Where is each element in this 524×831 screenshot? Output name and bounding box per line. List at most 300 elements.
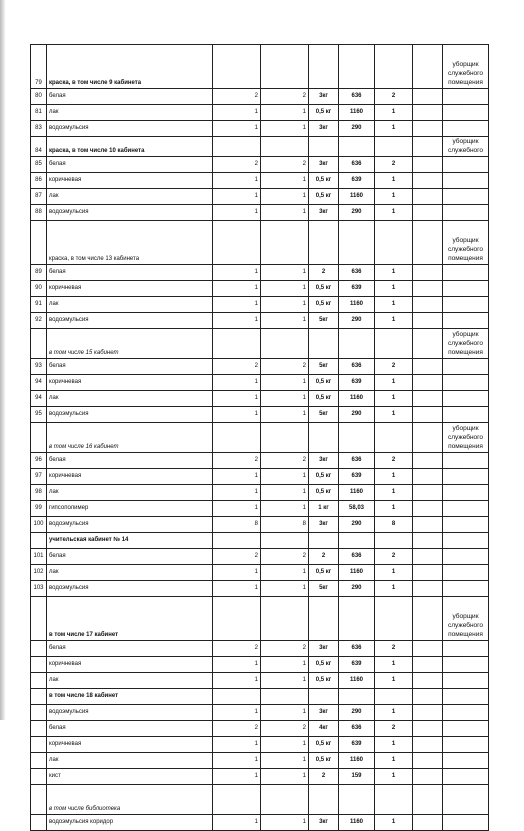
price-cell: [339, 137, 375, 157]
empty-cell: [413, 517, 443, 533]
price-cell: [339, 423, 375, 453]
item-name: водоэмульсия: [47, 705, 213, 721]
note-cell: [443, 173, 489, 189]
count-cell: 1: [375, 297, 413, 313]
empty-cell: [413, 423, 443, 453]
row-number: [31, 785, 47, 815]
quantity-cell: 1: [213, 105, 261, 121]
price-cell: 636: [339, 641, 375, 657]
table-row: [31, 581, 489, 597]
empty-cell: [413, 753, 443, 769]
note-cell: [443, 533, 489, 549]
table-row: [31, 533, 489, 549]
row-number: [31, 705, 47, 721]
package-cell: [309, 785, 339, 815]
quantity-cell: 1: [213, 581, 261, 597]
table-row: [31, 565, 489, 581]
item-name: лак: [47, 297, 213, 313]
package-cell: [309, 689, 339, 705]
table-row: [31, 205, 489, 221]
count-cell: 1: [375, 769, 413, 785]
item-name: кист: [47, 769, 213, 785]
quantity-cell: [213, 423, 261, 453]
note-cell: [443, 549, 489, 565]
note-cell: [443, 501, 489, 517]
table-row: [31, 359, 489, 375]
quantity-cell: 8: [213, 517, 261, 533]
package-cell: [309, 137, 339, 157]
quantity-cell: 1: [261, 815, 309, 831]
count-cell: 2: [375, 721, 413, 737]
price-cell: 290: [339, 517, 375, 533]
table-row: [31, 221, 489, 265]
materials-table-body: [31, 45, 489, 831]
empty-cell: [413, 375, 443, 391]
row-number: 80: [31, 89, 47, 105]
price-cell: 1160: [339, 753, 375, 769]
quantity-cell: 1: [213, 265, 261, 281]
item-name: белая: [47, 721, 213, 737]
note-cell: [443, 375, 489, 391]
empty-cell: [413, 45, 443, 89]
count-cell: [375, 329, 413, 359]
materials-table: [30, 44, 489, 831]
price-cell: 290: [339, 581, 375, 597]
row-number: [31, 533, 47, 549]
note-cell: [443, 581, 489, 597]
price-cell: [339, 221, 375, 265]
quantity-cell: 1: [213, 469, 261, 485]
item-name: водоэмульсия: [47, 517, 213, 533]
quantity-cell: 1: [261, 297, 309, 313]
price-cell: 639: [339, 173, 375, 189]
quantity-cell: [213, 533, 261, 549]
note-cell: уборщик служебного помещения: [443, 45, 489, 89]
item-name: лак: [47, 673, 213, 689]
package-cell: 2: [309, 265, 339, 281]
item-name: в том числе 15 кабинет: [47, 329, 213, 359]
empty-cell: [413, 641, 443, 657]
price-cell: 639: [339, 469, 375, 485]
package-cell: 0,5 кг: [309, 565, 339, 581]
price-cell: [339, 45, 375, 89]
quantity-cell: [213, 785, 261, 815]
package-cell: 0,5 кг: [309, 469, 339, 485]
quantity-cell: 1: [213, 501, 261, 517]
quantity-cell: 1: [213, 189, 261, 205]
price-cell: [339, 533, 375, 549]
row-number: 100: [31, 517, 47, 533]
table-row: [31, 45, 489, 89]
quantity-cell: 2: [261, 359, 309, 375]
count-cell: 1: [375, 121, 413, 137]
row-number: [31, 769, 47, 785]
table-row: [31, 705, 489, 721]
count-cell: 1: [375, 737, 413, 753]
row-number: 90: [31, 281, 47, 297]
note-cell: [443, 769, 489, 785]
quantity-cell: [213, 597, 261, 641]
table-row: [31, 453, 489, 469]
note-cell: [443, 753, 489, 769]
count-cell: [375, 689, 413, 705]
quantity-cell: 2: [213, 359, 261, 375]
quantity-cell: 1: [261, 485, 309, 501]
price-cell: 159: [339, 769, 375, 785]
quantity-cell: 2: [261, 721, 309, 737]
count-cell: [375, 533, 413, 549]
price-cell: [339, 785, 375, 815]
note-cell: [443, 785, 489, 815]
item-name: белая: [47, 453, 213, 469]
package-cell: 3кг: [309, 641, 339, 657]
package-cell: 5кг: [309, 581, 339, 597]
item-name: лак: [47, 391, 213, 407]
table-row: [31, 721, 489, 737]
row-number: 96: [31, 453, 47, 469]
count-cell: 1: [375, 657, 413, 673]
row-number: [31, 721, 47, 737]
item-name: учительская кабинет № 14: [47, 533, 213, 549]
note-cell: [443, 453, 489, 469]
row-number: 81: [31, 105, 47, 121]
note-cell: [443, 517, 489, 533]
item-name: в том числе 18 кабинет: [47, 689, 213, 705]
quantity-cell: [213, 221, 261, 265]
note-cell: [443, 89, 489, 105]
quantity-cell: [261, 689, 309, 705]
table-row: [31, 423, 489, 453]
table-row: [31, 265, 489, 281]
row-number: [31, 673, 47, 689]
empty-cell: [413, 597, 443, 641]
count-cell: 1: [375, 313, 413, 329]
empty-cell: [413, 265, 443, 281]
note-cell: уборщик служебного помещения: [443, 597, 489, 641]
table-row: [31, 501, 489, 517]
count-cell: [375, 597, 413, 641]
table-row: [31, 297, 489, 313]
row-number: 79: [31, 45, 47, 89]
package-cell: [309, 533, 339, 549]
price-cell: 636: [339, 453, 375, 469]
note-cell: [443, 815, 489, 831]
quantity-cell: 1: [213, 565, 261, 581]
empty-cell: [413, 501, 443, 517]
quantity-cell: 1: [213, 313, 261, 329]
package-cell: 3кг: [309, 453, 339, 469]
quantity-cell: 2: [261, 157, 309, 173]
count-cell: 1: [375, 375, 413, 391]
empty-cell: [413, 785, 443, 815]
count-cell: [375, 221, 413, 265]
empty-cell: [413, 769, 443, 785]
quantity-cell: [261, 329, 309, 359]
package-cell: 0,5 кг: [309, 657, 339, 673]
price-cell: 636: [339, 265, 375, 281]
row-number: 93: [31, 359, 47, 375]
empty-cell: [413, 453, 443, 469]
price-cell: [339, 597, 375, 641]
quantity-cell: 1: [261, 375, 309, 391]
quantity-cell: 2: [213, 641, 261, 657]
item-name: лак: [47, 485, 213, 501]
quantity-cell: 1: [261, 501, 309, 517]
row-number: 101: [31, 549, 47, 565]
package-cell: 3кг: [309, 815, 339, 831]
table-row: [31, 737, 489, 753]
table-row: [31, 517, 489, 533]
row-number: 94: [31, 391, 47, 407]
price-cell: 636: [339, 359, 375, 375]
quantity-cell: 1: [261, 205, 309, 221]
item-name: лак: [47, 753, 213, 769]
package-cell: 5кг: [309, 407, 339, 423]
note-cell: уборщик служебного помещения: [443, 329, 489, 359]
package-cell: [309, 597, 339, 641]
package-cell: 2: [309, 549, 339, 565]
quantity-cell: 1: [213, 737, 261, 753]
package-cell: 3кг: [309, 89, 339, 105]
table-row: [31, 785, 489, 815]
table-row: [31, 375, 489, 391]
row-number: [31, 423, 47, 453]
empty-cell: [413, 189, 443, 205]
quantity-cell: [261, 533, 309, 549]
empty-cell: [413, 469, 443, 485]
package-cell: [309, 45, 339, 89]
count-cell: 2: [375, 157, 413, 173]
row-number: 86: [31, 173, 47, 189]
table-row: [31, 657, 489, 673]
price-cell: 636: [339, 721, 375, 737]
price-cell: 639: [339, 657, 375, 673]
row-number: [31, 737, 47, 753]
item-name: водоэмульсия: [47, 407, 213, 423]
price-cell: 636: [339, 89, 375, 105]
quantity-cell: 2: [261, 89, 309, 105]
count-cell: 2: [375, 359, 413, 375]
count-cell: 8: [375, 517, 413, 533]
price-cell: 639: [339, 737, 375, 753]
table-row: [31, 89, 489, 105]
empty-cell: [413, 137, 443, 157]
count-cell: 1: [375, 407, 413, 423]
item-name: коричневая: [47, 737, 213, 753]
quantity-cell: [261, 137, 309, 157]
count-cell: [375, 423, 413, 453]
row-number: [31, 689, 47, 705]
note-cell: [443, 485, 489, 501]
table-row: [31, 105, 489, 121]
price-cell: 639: [339, 375, 375, 391]
table-row: [31, 391, 489, 407]
row-number: 84: [31, 137, 47, 157]
price-cell: 1160: [339, 815, 375, 831]
count-cell: 2: [375, 641, 413, 657]
item-name: коричневая: [47, 657, 213, 673]
package-cell: [309, 221, 339, 265]
row-number: [31, 597, 47, 641]
quantity-cell: 1: [213, 407, 261, 423]
quantity-cell: 1: [213, 281, 261, 297]
table-row: [31, 407, 489, 423]
quantity-cell: [213, 689, 261, 705]
empty-cell: [413, 221, 443, 265]
count-cell: 2: [375, 549, 413, 565]
package-cell: 3кг: [309, 157, 339, 173]
table-row: [31, 157, 489, 173]
quantity-cell: 1: [261, 189, 309, 205]
price-cell: 1160: [339, 297, 375, 313]
note-cell: [443, 205, 489, 221]
empty-cell: [413, 815, 443, 831]
count-cell: 1: [375, 205, 413, 221]
quantity-cell: 1: [213, 673, 261, 689]
package-cell: 0,5 кг: [309, 173, 339, 189]
price-cell: 1160: [339, 485, 375, 501]
quantity-cell: 1: [261, 469, 309, 485]
row-number: 87: [31, 189, 47, 205]
count-cell: 1: [375, 705, 413, 721]
item-name: в том числе 17 кабинет: [47, 597, 213, 641]
quantity-cell: 1: [261, 313, 309, 329]
note-cell: [443, 281, 489, 297]
package-cell: [309, 329, 339, 359]
quantity-cell: 1: [261, 581, 309, 597]
quantity-cell: 1: [261, 121, 309, 137]
table-row: [31, 329, 489, 359]
count-cell: 1: [375, 673, 413, 689]
item-name: водоэмульсия: [47, 121, 213, 137]
quantity-cell: 1: [213, 121, 261, 137]
quantity-cell: 2: [261, 453, 309, 469]
quantity-cell: 1: [213, 705, 261, 721]
price-cell: [339, 329, 375, 359]
note-cell: [443, 105, 489, 121]
empty-cell: [413, 89, 443, 105]
item-name: водоэмульсия коридор: [47, 815, 213, 831]
price-cell: 290: [339, 705, 375, 721]
count-cell: 1: [375, 189, 413, 205]
count-cell: 1: [375, 565, 413, 581]
note-cell: [443, 297, 489, 313]
quantity-cell: 1: [261, 407, 309, 423]
empty-cell: [413, 121, 443, 137]
row-number: 99: [31, 501, 47, 517]
quantity-cell: 1: [213, 375, 261, 391]
row-number: [31, 641, 47, 657]
empty-cell: [413, 737, 443, 753]
package-cell: 0,5 кг: [309, 485, 339, 501]
package-cell: 2: [309, 769, 339, 785]
package-cell: 0,5 кг: [309, 673, 339, 689]
empty-cell: [413, 689, 443, 705]
price-cell: 290: [339, 121, 375, 137]
note-cell: [443, 121, 489, 137]
item-name: белая: [47, 157, 213, 173]
empty-cell: [413, 173, 443, 189]
count-cell: [375, 137, 413, 157]
empty-cell: [413, 105, 443, 121]
count-cell: 2: [375, 89, 413, 105]
note-cell: [443, 721, 489, 737]
quantity-cell: 2: [213, 721, 261, 737]
quantity-cell: 2: [261, 641, 309, 657]
note-cell: [443, 737, 489, 753]
empty-cell: [413, 657, 443, 673]
table-row: [31, 485, 489, 501]
row-number: 91: [31, 297, 47, 313]
item-name: лак: [47, 565, 213, 581]
count-cell: 1: [375, 753, 413, 769]
package-cell: 5кг: [309, 359, 339, 375]
row-number: 88: [31, 205, 47, 221]
item-name: белая: [47, 265, 213, 281]
note-cell: [443, 641, 489, 657]
count-cell: 1: [375, 469, 413, 485]
quantity-cell: 2: [261, 549, 309, 565]
table-row: [31, 281, 489, 297]
quantity-cell: 1: [213, 753, 261, 769]
table-row: [31, 173, 489, 189]
price-cell: [339, 689, 375, 705]
quantity-cell: 1: [261, 705, 309, 721]
price-cell: 290: [339, 407, 375, 423]
note-cell: [443, 469, 489, 485]
quantity-cell: 2: [213, 453, 261, 469]
note-cell: [443, 689, 489, 705]
quantity-cell: 2: [213, 157, 261, 173]
count-cell: 1: [375, 173, 413, 189]
table-row: [31, 815, 489, 831]
price-cell: 1160: [339, 105, 375, 121]
item-name: в том числе библиотека: [47, 785, 213, 815]
package-cell: 0,5 кг: [309, 753, 339, 769]
package-cell: 3кг: [309, 205, 339, 221]
note-cell: уборщик служебного: [443, 137, 489, 157]
quantity-cell: 1: [213, 205, 261, 221]
empty-cell: [413, 485, 443, 501]
price-cell: 636: [339, 157, 375, 173]
note-cell: [443, 313, 489, 329]
quantity-cell: 1: [261, 565, 309, 581]
item-name: белая: [47, 641, 213, 657]
note-cell: [443, 705, 489, 721]
package-cell: 3кг: [309, 517, 339, 533]
quantity-cell: [261, 597, 309, 641]
item-name: краска, в том числе 9 кабинета: [47, 45, 213, 89]
note-cell: [443, 265, 489, 281]
count-cell: 1: [375, 485, 413, 501]
price-cell: 636: [339, 549, 375, 565]
count-cell: 1: [375, 581, 413, 597]
price-cell: 58,03: [339, 501, 375, 517]
row-number: 95: [31, 407, 47, 423]
count-cell: 1: [375, 391, 413, 407]
empty-cell: [413, 329, 443, 359]
empty-cell: [413, 533, 443, 549]
price-cell: 1160: [339, 189, 375, 205]
row-number: [31, 329, 47, 359]
quantity-cell: 1: [261, 391, 309, 407]
quantity-cell: 2: [213, 549, 261, 565]
package-cell: 5кг: [309, 313, 339, 329]
package-cell: 0,5 кг: [309, 375, 339, 391]
item-name: водоэмульсия: [47, 205, 213, 221]
row-number: 97: [31, 469, 47, 485]
quantity-cell: 1: [261, 673, 309, 689]
